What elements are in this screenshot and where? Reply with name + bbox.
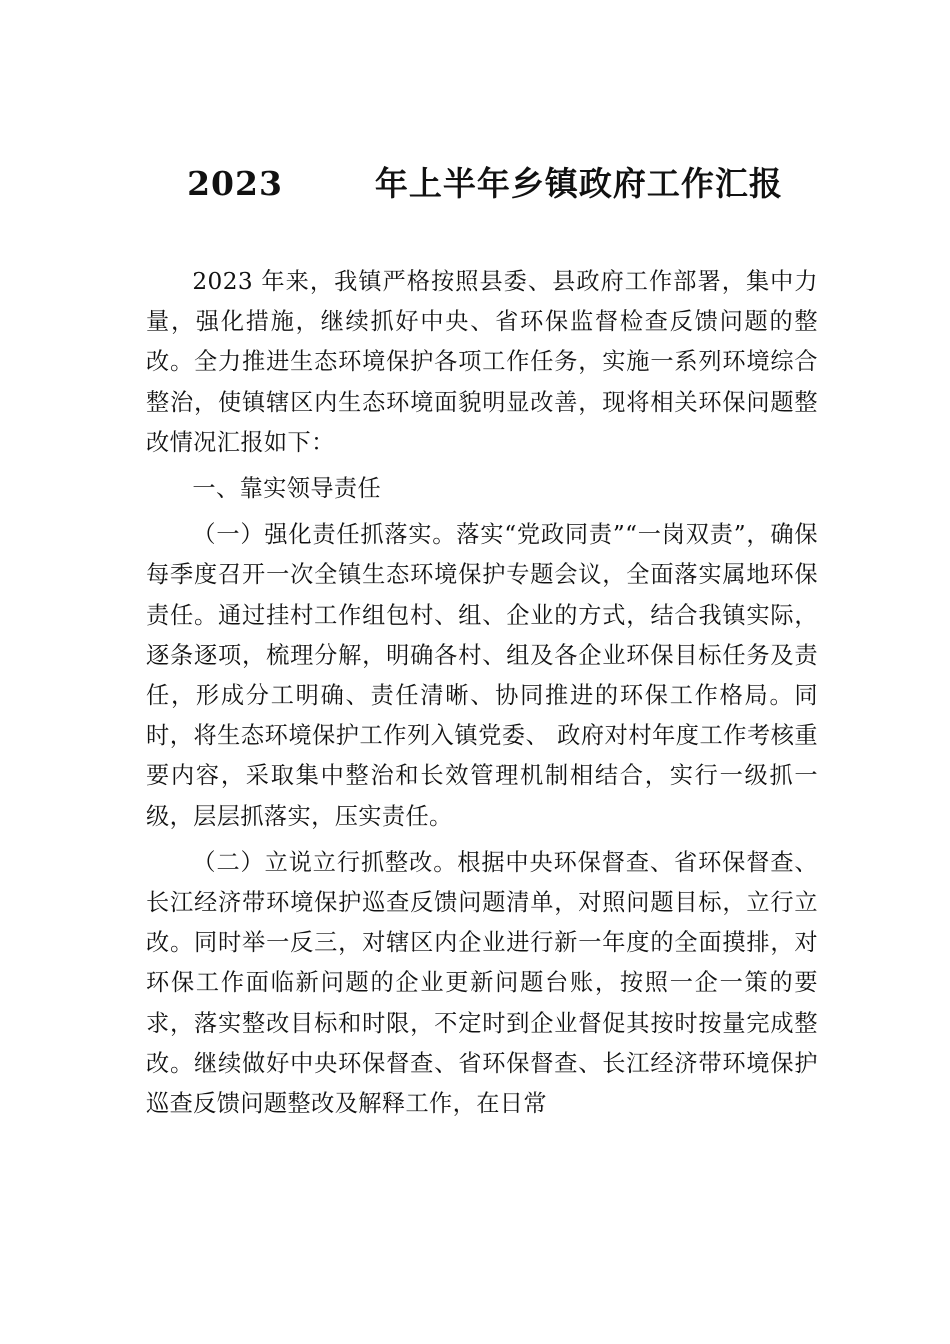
title-year: 2023 <box>187 164 283 203</box>
paragraph-intro: 2023 年来，我镇严格按照县委、县政府工作部署，集中力量，强化措施，继续抓好中央、省环保监督检查反馈问题的整改。全力推进生态环境保护各项工作任务，实施一系列环境综合整治，使镇辖区内生态环境面貌明显改善，现将相关环保问题整改情况汇报如下： <box>146 268 818 456</box>
title-text: 年上半年乡镇政府工作汇报 <box>374 164 783 203</box>
document-title <box>145 158 825 205</box>
paragraph-subsection-1: （一）强化责任抓落实。落实“党政同责”“一岗双责”，确保每季度召开一次全镇生态环境保护专题会议，全面落实属地环保责任。通过挂村工作组包村、组、企业的方式，结合我镇实际，逐条逐项，梳理分解，明确各村、组及各企业环保目标任务及责任，形成分工明确、责任清晰、协同推进的环保工作格局。同时，将生态环境保护工作列入镇党委、 政府对村年度工作考核重要内容，采取集中整治和长效管理机制相结合，实行一级抓一级，层层抓落实，压实责任。 <box>146 521 818 830</box>
paragraph-subsection-2: （二）立说立行抓整改。根据中央环保督查、省环保督查、长江经济带环境保护巡查反馈问题清单，对照问题目标，立行立改。同时举一反三，对辖区内企业进行新一年度的全面摸排，对环保工作面临新问题的企业更新问题台账，按照一企一策的要求，落实整改目标和时限，不定时到企业督促其按时按量完成整改。继续做好中央环保督查、省环保督查、长江经济带环境保护巡查反馈问题整改及解释工作，在日常 <box>146 848 818 1118</box>
section-heading-1: 一、靠实领导责任 <box>192 475 382 503</box>
document-body <box>146 262 818 1124</box>
